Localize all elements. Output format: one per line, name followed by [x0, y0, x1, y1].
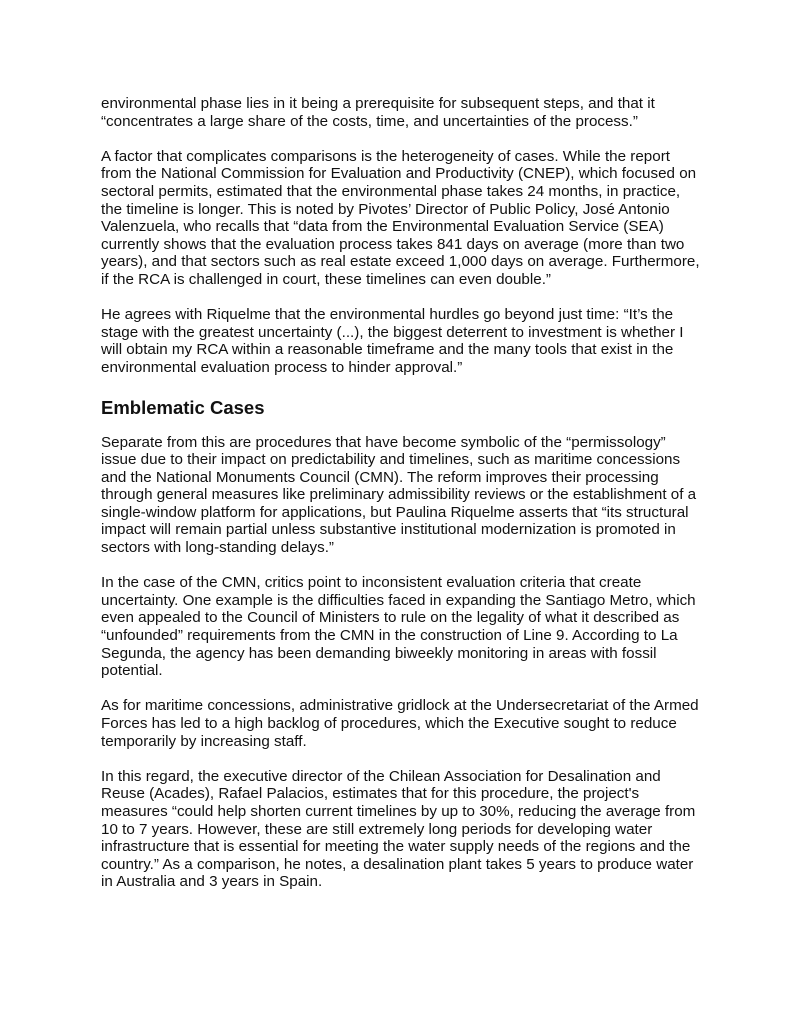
- paragraph-uncertainty: He agrees with Riquelme that the environmental hurdles go beyond just time: “It’s the stage with the greatest uncertainty (...), the biggest deterrent to investment is whether I will obtain my RCA within a reasonable timeframe and the many tools that exist in the environmental evaluation process to hinder approval.”: [101, 306, 684, 376]
- paragraph-cmn: In the case of the CMN, critics point to inconsistent evaluation criteria that create uncertainty. One example is the difficulties faced in expanding the Santiago Metro, which even appealed to the Council of Ministers to rule on the legality of what it described as “unfounded” requirements from the CMN in the construction of Line 9. According to La Segunda, the agency has been demanding biweekly monitoring in areas with fossil potential.: [101, 574, 696, 680]
- paragraph-permissology: Separate from this are procedures that have become symbolic of the “permissology” issue due to their impact on predictability and timelines, such as maritime concessions and the National Monuments Council (CMN). The reform improves their processing through general measures like preliminary admissibility reviews or the establishment of a single-window platform for applications, but Paulina Riquelme asserts that “its structural impact will remain partial unless substantive institutional modernization is promoted in sectors with long-standing delays.”: [101, 433, 697, 557]
- document-page: [101, 95, 701, 909]
- paragraph-acades: In this regard, the executive director of the Chilean Association for Desalination and Reuse (Acades), Rafael Palacios, estimates that for this procedure, the project's measures “could help shorten current timelines by up to 30%, reducing the average from 10 to 7 years. However, these are still extremely long periods for developing water infrastructure that is essential for meeting the water supply needs of the regions and the country.” As a comparison, he notes, a desalination plant takes 5 years to produce water in Australia and 3 years in Spain.: [101, 767, 696, 891]
- paragraph-continuation: environmental phase lies in it being a prerequisite for subsequent steps, and that it “concentrates a large share of the costs, time, and uncertainties of the process.”: [101, 95, 655, 130]
- paragraph-heterogeneity: A factor that complicates comparisons is the heterogeneity of cases. While the report from the National Commission for Evaluation and Productivity (CNEP), which focused on sectoral permits, estimated that the environmental phase takes 24 months, in practice, the timeline is longer. This is noted by Pivotes’ Director of Public Policy, José Antonio Valenzuela, who recalls that “data from the Environmental Evaluation Service (SEA) currently shows that the evaluation process takes 841 days on average (more than two years), and that sectors such as real estate exceed 1,000 days on average. Furthermore, if the RCA is challenged in court, these timelines can even double.”: [101, 147, 700, 288]
- section-heading: Emblematic Cases: [101, 396, 265, 418]
- paragraph-maritime: As for maritime concessions, administrative gridlock at the Undersecretariat of the Armed Forces has led to a high backlog of procedures, which the Executive sought to reduce temporarily by increasing staff.: [101, 697, 699, 750]
